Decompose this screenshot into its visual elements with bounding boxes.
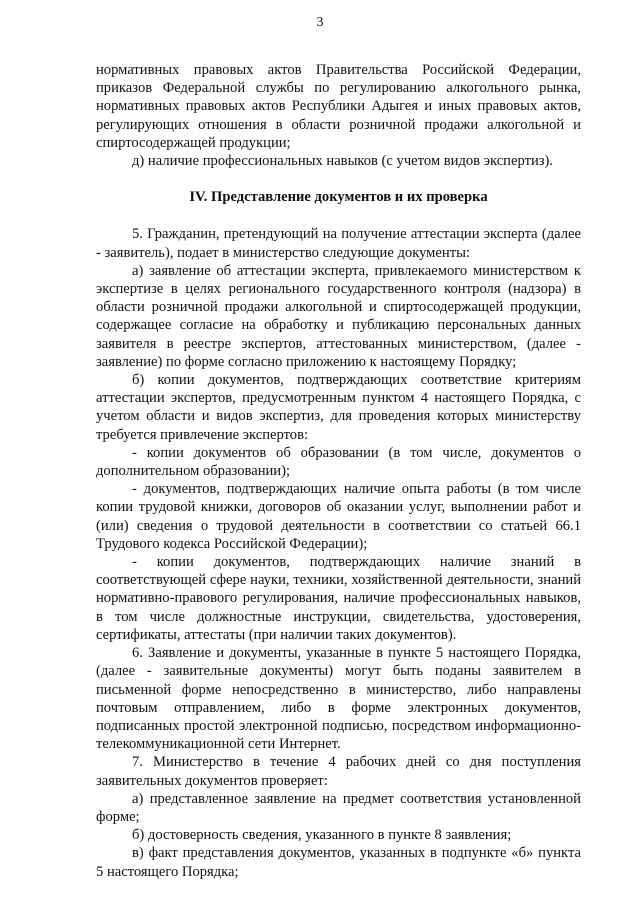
paragraph-criterion-d: д) наличие профессиональных навыков (с учетом видов экспертиз). (132, 153, 554, 170)
paragraph-item-5a: а) заявление об аттестации эксперта, привлекаемого министерством к экспертизе в целях регионального государственного контроля (надзора) в области розничной продажи алкогольной и спиртосодержащей продукции, содержащее согласие на обработку и публикацию персональных данных заявителя в реестре экспертов, аттестованных министерством, (далее - заявление) по форме согласно приложению к настоящему Порядку; (96, 262, 581, 370)
section-heading: IV. Представление документов и их проверка (189, 189, 488, 206)
document-body (96, 61, 581, 881)
paragraph-item-7a: а) представленное заявление на предмет соответствия установленной форме; (96, 790, 581, 825)
paragraph-bullet-knowledge: - копии документов, подтверждающих наличие знаний в соответствующей сфере науки, техники, хозяйственной деятельности, знаний нормативно-правового регулирования, наличие профессиональных навыков, в том числе должностные инструкции, свидетельства, удостоверения, сертификаты, аттестаты (при наличии таких документов). (96, 554, 581, 643)
paragraph-item-7: 7. Министерство в течение 4 рабочих дней со дня поступления заявительных документов проверяет: (96, 754, 581, 789)
paragraph-item-5: 5. Гражданин, претендующий на получение аттестации эксперта (далее - заявитель), подает в министерство следующие документы: (96, 226, 581, 261)
paragraph-bullet-education: - копии документов об образовании (в том числе, документов о дополнительном образовании); (96, 444, 581, 480)
paragraph-item-6: 6. Заявление и документы, указанные в пункте 5 настоящего Порядка, (далее - заявительные документы) могут быть поданы заявителем в письменной форме непосредственно в министерство, либо направлены почтовым отправлением, либо в форме электронных документов, подписанных простой электронной подписью, посредством информационно-телекоммуникационной сети Интернет. (96, 645, 581, 753)
paragraph-item-5b: б) копии документов, подтверждающих соответствие критериям аттестации экспертов, предусмотренным пунктом 4 настоящего Порядка, с учетом области и видов экспертиз, для проведения которых министерству требуется привлечение экспертов: (96, 372, 581, 443)
paragraph-item-7b: б) достоверность сведения, указанного в пункте 8 заявления; (132, 827, 512, 844)
paragraph-continuation: нормативных правовых актов Правительства Российской Федерации, приказов Федеральной службы по регулированию алкогольного рынка, нормативных правовых актов Республики Адыгея и иных правовых актов, регулирующих отношения в области розничной продажи алкогольной и спиртосодержащей продукции; (96, 62, 581, 151)
page-number: 3 (316, 15, 324, 30)
paragraph-bullet-experience: - документов, подтверждающих наличие опыта работы (в том числе копии трудовой книжки, договоров об оказании услуг, выполнении работ и (или) сведения о трудовой деятельности в соответствии со статьей 66.1 Трудового кодекса Российской Федерации); (96, 481, 581, 552)
paragraph-item-7c: в) факт представления документов, указанных в подпункте «б» пункта 5 настоящего Порядка; (96, 845, 581, 880)
